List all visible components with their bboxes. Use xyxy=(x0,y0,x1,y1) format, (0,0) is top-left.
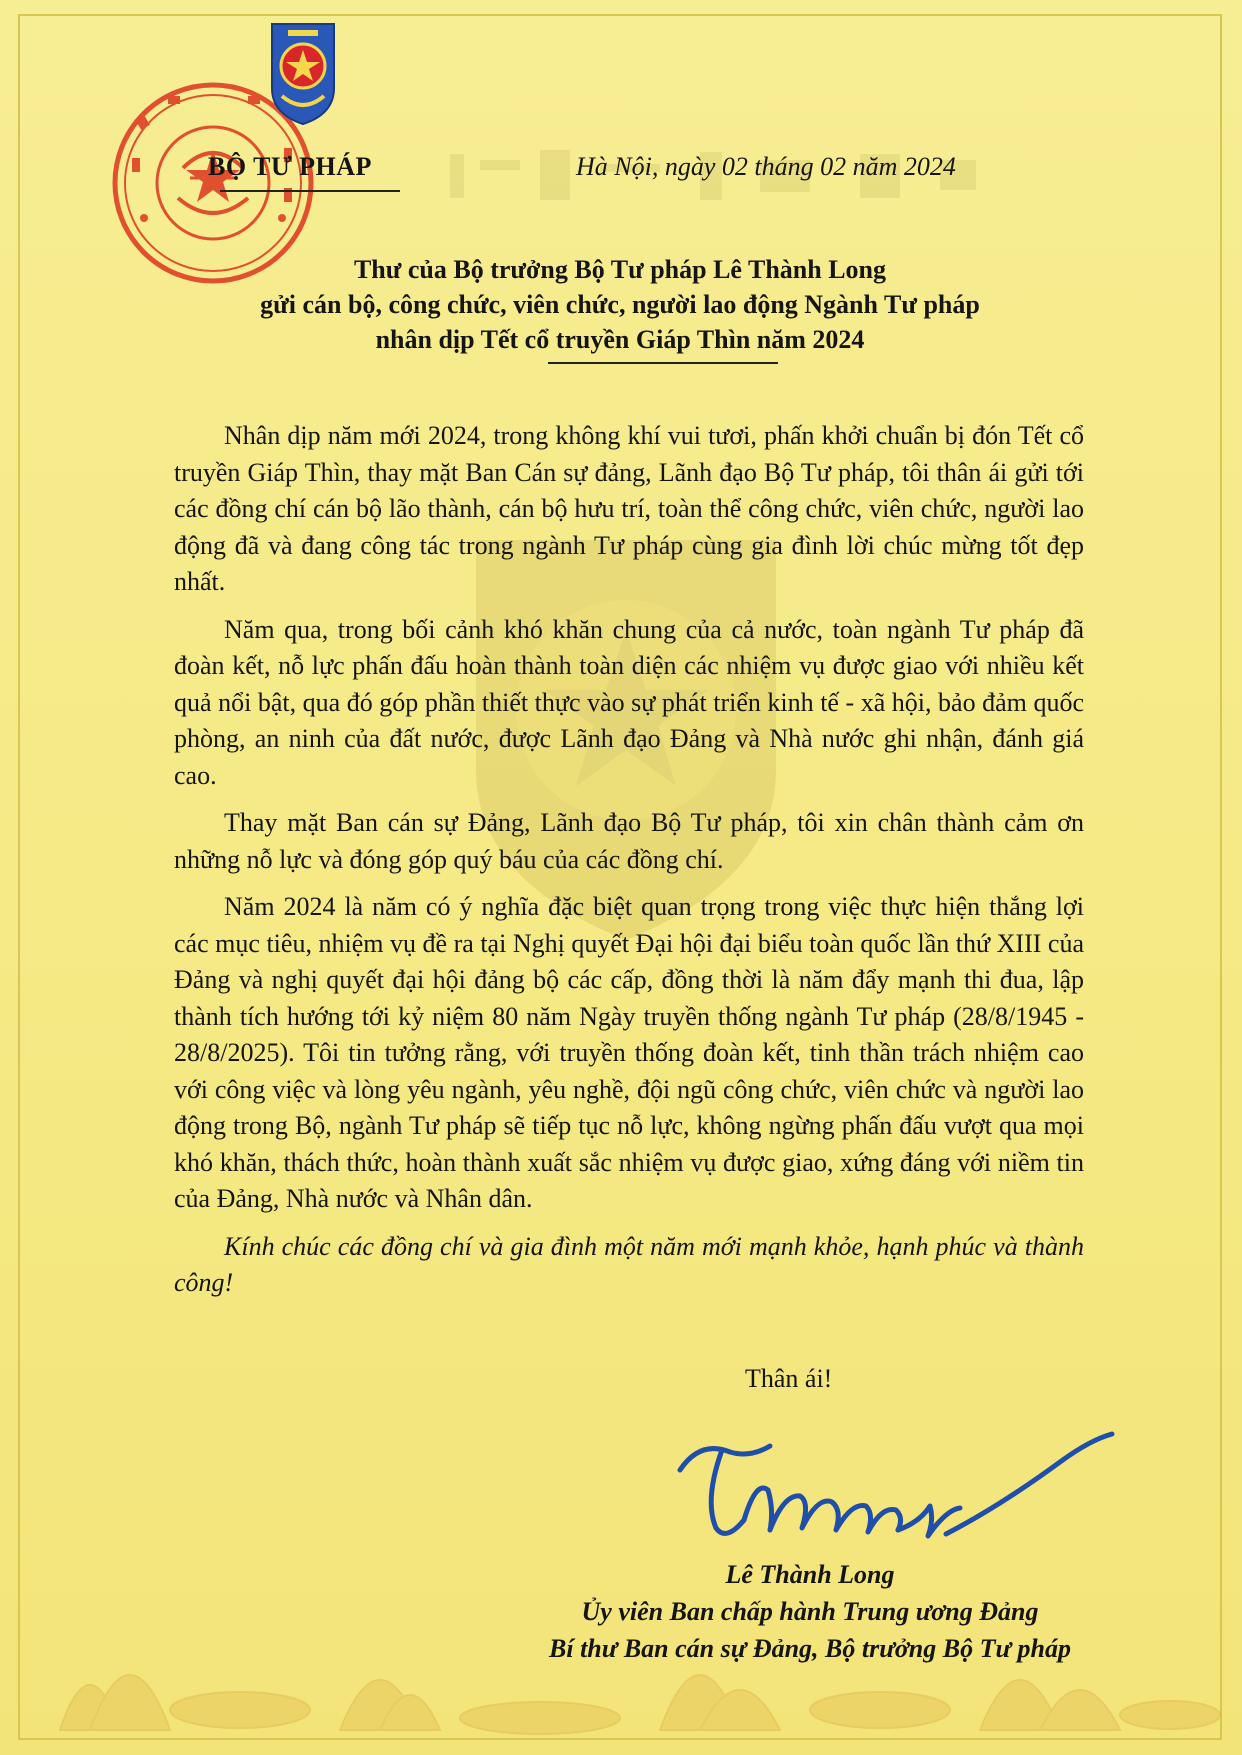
paragraph: Nhân dịp năm mới 2024, trong không khí vui tươi, phấn khởi chuẩn bị đón Tết cổ truyền Giáp Thìn, thay mặt Ban Cán sự đảng, Lãnh đạo Bộ Tư pháp, tôi thân ái gửi tới các đồng chí cán bộ lão thành, cán bộ hưu trí, toàn thể công chức, viên chức, người lao động đã và đang công tác trong ngành Tư pháp cùng gia đình lời chúc mừng tốt đẹp nhất. xyxy=(174,421,1084,596)
title-underline xyxy=(548,362,778,364)
paragraph: Thay mặt Ban cán sự Đảng, Lãnh đạo Bộ Tư pháp, tôi xin chân thành cảm ơn những nỗ lực và đóng góp quý báu của các đồng chí. xyxy=(174,808,1084,874)
signer-position-1: Ủy viên Ban chấp hành Trung ương Đảng xyxy=(581,1597,1039,1626)
title-line-2: gửi cán bộ, công chức, viên chức, người lao động Ngành Tư pháp xyxy=(260,290,980,319)
letter-title xyxy=(200,252,1040,357)
title-line-1: Thư của Bộ trưởng Bộ Tư pháp Lê Thành Long xyxy=(353,255,887,284)
title-line-3: nhân dịp Tết cổ truyền Giáp Thìn năm 2024 xyxy=(375,325,865,354)
paragraph: Năm qua, trong bối cảnh khó khăn chung của cả nước, toàn ngành Tư pháp đã đoàn kết, nỗ lực phấn đấu hoàn thành toàn diện các nhiệm vụ được giao với nhiều kết quả nổi bật, qua đó góp phần thiết thực vào sự phát triển kinh tế - xã hội, bảo đảm quốc phòng, an ninh của đất nước, được Lãnh đạo Đảng và Nhà nước ghi nhận, đánh giá cao. xyxy=(174,614,1084,790)
justice-badge-icon xyxy=(268,18,338,128)
signer-block xyxy=(490,1556,1130,1667)
closing-salutation: Thân ái! xyxy=(745,1364,833,1393)
signer-position-2: Bí thư Ban cán sự Đảng, Bộ trưởng Bộ Tư pháp xyxy=(549,1634,1071,1663)
new-year-wish: Kính chúc các đồng chí và gia đình một năm mới mạnh khỏe, hạnh phúc và thành công! xyxy=(174,1231,1084,1297)
signer-name: Lê Thành Long xyxy=(725,1560,895,1589)
signature-icon xyxy=(660,1410,1120,1560)
agency-underline xyxy=(220,190,400,192)
agency-name: BỘ TƯ PHÁP xyxy=(208,152,372,181)
letter-body xyxy=(174,418,1084,1313)
paragraph: Năm 2024 là năm có ý nghĩa đặc biệt quan trọng trong việc thực hiện thắng lợi các mục tiêu, nhiệm vụ đề ra tại Nghị quyết Đại hội đại biểu toàn quốc lần thứ XIII của Đảng và nghị quyết đại hội đảng bộ các cấp, đồng thời là năm đẩy mạnh thi đua, lập thành tích hướng tới kỷ niệm 80 năm Ngày truyền thống ngành Tư pháp (28/8/1945 - 28/8/2025). Tôi tin tưởng rằng, với truyền thống đoàn kết, tinh thần trách nhiệm cao với công việc và lòng yêu ngành, yêu nghề, đội ngũ công chức, viên chức và người lao động trong Bộ, ngành Tư pháp sẽ tiếp tục nỗ lực, không ngừng phấn đấu vượt qua mọi khó khăn, thách thức, hoàn thành xuất sắc nhiệm vụ được giao, xứng đáng với niềm tin của Đảng, Nhà nước và Nhân dân. xyxy=(174,892,1084,1213)
date-line: Hà Nội, ngày 02 tháng 02 năm 2024 xyxy=(576,152,956,181)
